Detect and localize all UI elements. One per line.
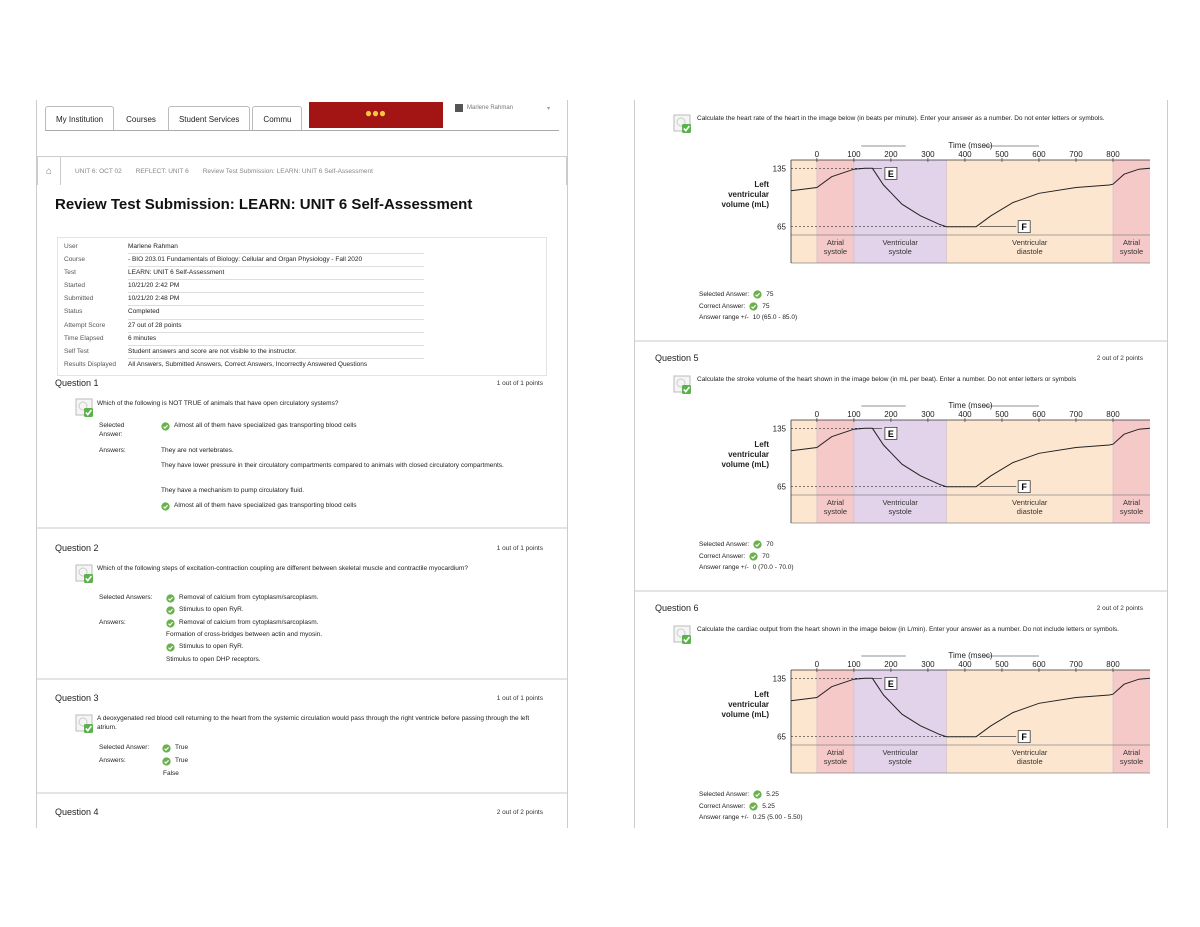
question-divider (37, 527, 567, 529)
selected-answer-label: Selected Answer: (699, 791, 750, 798)
phase-label: systole (888, 247, 912, 256)
y-axis-label: volume (mL) (721, 709, 769, 719)
selected-answer-label: Selected Answer: (699, 541, 750, 548)
question-status-icon (75, 564, 95, 584)
marker-f-label: F (1021, 482, 1027, 493)
selected-value: 70 (766, 541, 774, 548)
breadcrumb (37, 156, 567, 185)
x-tick-label: 500 (995, 410, 1009, 419)
phase-label: Atrial (1122, 748, 1141, 757)
selected-answer (161, 422, 356, 431)
info-key: Self Test (64, 347, 89, 355)
breadcrumb-unit[interactable]: UNIT 6: OCT 02 (75, 167, 122, 175)
info-value: 27 out of 28 points (128, 320, 424, 333)
correct-value: 70 (762, 552, 770, 560)
answer-text: Almost all of them have specialized gas transporting blood cells (174, 422, 357, 429)
breadcrumb-current: Review Test Submission: LEARN: UNIT 6 Self-Assessment (202, 167, 373, 175)
selected-answer (166, 594, 318, 603)
breadcrumb-reflect[interactable]: REFLECT: UNIT 6 (135, 167, 189, 175)
page-title: Review Test Submission: LEARN: UNIT 6 Self-Assessment (55, 196, 473, 213)
info-key: Status (64, 308, 83, 316)
check-icon (166, 643, 175, 652)
info-value: 10/21/20 2:42 PM (128, 280, 424, 293)
phase-label: Ventricular (1011, 498, 1048, 507)
user-name: Marlene Rahman (467, 105, 514, 111)
phase-label: Atrial (826, 748, 844, 757)
question-points: 2 out of 2 points (1096, 355, 1143, 362)
chevron-down-icon[interactable]: ▾ (547, 105, 551, 112)
answer-range-value: 0 (70.0 - 70.0) (752, 564, 794, 571)
question-title: Question 3 (55, 693, 99, 703)
phase-label: systole (1119, 507, 1144, 516)
question-6-header (655, 603, 1143, 613)
answer-text: Formation of cross-bridges between actin and myosin. (166, 631, 323, 638)
question-divider (37, 792, 567, 794)
x-tick-label: 200 (884, 410, 898, 419)
answer-option (161, 462, 531, 471)
answer-summary (699, 289, 797, 324)
phase-band (791, 160, 817, 263)
left-page-screenshot (36, 100, 568, 828)
answer-option (166, 643, 244, 652)
marker-e-label: E (887, 678, 894, 689)
info-key: Submitted (64, 295, 94, 303)
phase-label: systole (823, 507, 848, 516)
x-tick-label: 600 (1032, 660, 1046, 669)
answer-summary (699, 789, 803, 824)
y-axis-label: Left (754, 179, 769, 189)
answer-text: Almost all of them have specialized gas transporting blood cells (174, 502, 357, 509)
question-text: Calculate the heart rate of the heart in the image below (in beats per minute). Enter your answer as a number. Do not enter letters or symbols. (697, 115, 1105, 122)
answer-option (161, 487, 304, 496)
phase-label: Ventricular (882, 498, 918, 507)
x-tick-label: 0 (814, 660, 820, 669)
question-status-icon (673, 114, 693, 134)
ventricular-volume-chart-q4 (695, 140, 1155, 280)
avatar (455, 104, 463, 112)
info-value: LEARN: UNIT 6 Self-Assessment (128, 267, 424, 280)
y-axis-label: volume (mL) (721, 459, 769, 469)
phase-label: Ventricular (1011, 748, 1048, 757)
x-axis-label: Time (msec) (948, 651, 993, 660)
phase-band (791, 670, 817, 773)
x-tick-label: 0 (814, 410, 820, 419)
check-icon (161, 422, 170, 431)
brand-glyph: ⦁⦁⦁ (365, 106, 387, 120)
phase-label: Atrial (1122, 238, 1141, 247)
x-tick-label: 400 (958, 410, 972, 419)
question-points: 1 out of 1 points (496, 545, 543, 552)
x-tick-label: 200 (884, 150, 898, 159)
submission-info-table (57, 237, 547, 376)
x-tick-label: 700 (1069, 660, 1083, 669)
correct-value: 5.25 (762, 802, 775, 810)
ventricular-volume-chart-q5 (695, 400, 1155, 540)
ventricular-volume-chart-q6 (695, 650, 1155, 790)
question-text: Which of the following steps of excitation-contraction coupling are different between skeletal muscle and contractile myocardium? (97, 565, 468, 572)
check-icon (753, 790, 762, 799)
info-key: Test (64, 269, 76, 277)
question-status-icon (75, 714, 95, 734)
answers-label: Answers: (99, 447, 126, 454)
answer-range-value: 0.25 (5.00 - 5.50) (752, 814, 803, 821)
right-page-screenshot (634, 100, 1168, 828)
phase-label: Atrial (1122, 498, 1141, 507)
answer-text: Removal of calcium from cytoplasm/sarcoplasm. (179, 619, 319, 626)
question-status-icon (673, 375, 693, 395)
x-axis-label: Time (msec) (948, 401, 993, 410)
answers-label: Answers: (99, 757, 126, 764)
check-icon (753, 540, 762, 549)
y-tick-label: 65 (777, 222, 786, 232)
x-tick-label: 200 (884, 660, 898, 669)
y-axis-label: ventricular (728, 699, 769, 709)
answer-text: False (163, 770, 179, 777)
phase-label: diastole (1016, 757, 1043, 766)
check-icon (749, 302, 758, 311)
x-tick-label: 300 (921, 150, 935, 159)
home-icon[interactable]: ⌂ (38, 157, 61, 185)
check-icon (166, 594, 175, 603)
tab-community[interactable]: Commu (252, 106, 302, 130)
question-status-icon (673, 625, 693, 645)
answer-text: They have lower pressure in their circulatory compartments compared to animals with closed circulatory compartments. (161, 462, 504, 469)
question-5-header (655, 353, 1143, 363)
x-tick-label: 100 (847, 150, 861, 159)
brand-logo[interactable] (309, 102, 443, 128)
y-tick-label: 65 (777, 482, 786, 492)
info-value: Marlene Rahman (128, 241, 424, 254)
x-tick-label: 0 (814, 150, 820, 159)
tabs-divider (45, 130, 559, 131)
check-icon (749, 802, 758, 811)
phase-label: systole (1119, 757, 1144, 766)
question-title: Question 5 (655, 353, 699, 363)
info-value: - BIO 203.01 Fundamentals of Biology: Cellular and Organ Physiology - Fall 2020 (128, 254, 424, 267)
answer-text: True (175, 744, 189, 751)
answer-range-label: Answer range +/- (699, 564, 749, 571)
check-icon (166, 619, 175, 628)
info-key: Started (64, 282, 85, 290)
x-tick-label: 800 (1106, 660, 1120, 669)
question-title: Question 2 (55, 543, 99, 553)
correct-answer-label: Correct Answer: (699, 552, 746, 560)
info-value: 6 minutes (128, 333, 424, 346)
phase-label: systole (823, 247, 848, 256)
question-points: 1 out of 1 points (496, 380, 543, 387)
answer-text: They are not vertebrates. (161, 447, 234, 454)
selected-answer (166, 606, 244, 615)
x-tick-label: 500 (995, 150, 1009, 159)
y-tick-label: 65 (777, 732, 786, 742)
marker-e-label: E (887, 428, 894, 439)
answer-range-label: Answer range +/- (699, 314, 749, 321)
marker-e-label: E (887, 168, 894, 179)
answers-label: Answers: (99, 619, 126, 626)
question-text: Calculate the cardiac output from the heart shown in the image below (in L/min). Enter your answer as a number. Do not include letters or symbols. (697, 626, 1119, 633)
info-value: All Answers, Submitted Answers, Correct Answers, Incorrectly Answered Questions (128, 360, 368, 368)
answer-text: Stimulus to open RyR. (179, 606, 244, 613)
phase-label: Ventricular (1011, 238, 1048, 247)
tab-courses[interactable]: Courses (116, 107, 166, 130)
marker-f-label: F (1021, 222, 1027, 233)
question-points: 1 out of 1 points (496, 695, 543, 702)
question-status-icon (75, 398, 95, 418)
question-4-header (55, 807, 543, 817)
selected-answer-label: Selected Answer: (99, 422, 125, 438)
phase-label: diastole (1016, 507, 1043, 516)
check-icon (162, 757, 171, 766)
phase-label: systole (888, 757, 912, 766)
question-title: Question 4 (55, 807, 99, 817)
x-tick-label: 300 (921, 410, 935, 419)
phase-label: Ventricular (882, 748, 918, 757)
phase-band (791, 420, 817, 523)
answer-option (161, 447, 234, 456)
info-key: Time Elapsed (64, 334, 104, 342)
y-tick-label: 135 (772, 424, 786, 434)
question-text: Calculate the stroke volume of the heart shown in the image below (in mL per beat). Enter a number. Do not enter letters or symbols (697, 376, 1077, 383)
phase-label: Atrial (826, 238, 844, 247)
check-icon (161, 502, 170, 511)
answer-range-label: Answer range +/- (699, 814, 749, 821)
question-divider (635, 590, 1167, 592)
x-tick-label: 700 (1069, 410, 1083, 419)
question-1-header (55, 378, 543, 388)
check-icon (162, 744, 171, 753)
x-tick-label: 600 (1032, 410, 1046, 419)
info-key: User (64, 243, 78, 250)
question-points: 2 out of 2 points (496, 809, 543, 816)
x-tick-label: 800 (1106, 150, 1120, 159)
y-axis-label: ventricular (728, 449, 769, 459)
info-key: Course (64, 256, 85, 264)
answer-option (166, 631, 322, 640)
question-points: 2 out of 2 points (1096, 605, 1143, 612)
user-menu[interactable] (455, 104, 550, 112)
answer-summary (699, 539, 794, 574)
check-icon (166, 606, 175, 615)
check-icon (749, 552, 758, 561)
x-tick-label: 100 (847, 410, 861, 419)
question-text: Which of the following is NOT TRUE of animals that have open circulatory systems? (97, 400, 339, 407)
answer-text: Stimulus to open RyR. (179, 643, 244, 650)
phase-label: Ventricular (882, 238, 918, 247)
x-tick-label: 800 (1106, 410, 1120, 419)
answer-option (163, 770, 179, 779)
selected-answers-label: Selected Answers: (99, 594, 153, 601)
answer-option (166, 656, 261, 665)
y-tick-label: 135 (772, 674, 786, 684)
info-value: Completed (128, 306, 424, 319)
answer-option (162, 757, 188, 766)
phase-label: Atrial (826, 498, 844, 507)
correct-answer-label: Correct Answer: (699, 302, 746, 310)
selected-answer-label: Selected Answer: (99, 744, 150, 751)
info-key: Attempt Score (64, 321, 106, 329)
selected-answer-label: Selected Answer: (699, 291, 750, 298)
tab-my-institution[interactable]: My Institution (45, 106, 114, 130)
question-divider (635, 340, 1167, 342)
answer-text: They have a mechanism to pump circulatory fluid. (161, 487, 305, 494)
answer-text: True (175, 757, 189, 764)
x-tick-label: 700 (1069, 150, 1083, 159)
correct-answer-label: Correct Answer: (699, 802, 746, 810)
selected-answer (162, 744, 188, 753)
correct-value: 75 (762, 302, 770, 310)
answer-text: Stimulus to open DHP receptors. (166, 656, 261, 663)
question-title: Question 6 (655, 603, 699, 613)
tab-student-services[interactable]: Student Services (168, 106, 250, 130)
check-icon (753, 290, 762, 299)
y-axis-label: volume (mL) (721, 199, 769, 209)
selected-value: 75 (766, 291, 774, 298)
phase-label: systole (888, 507, 912, 516)
marker-f-label: F (1021, 732, 1027, 743)
x-tick-label: 500 (995, 660, 1009, 669)
x-axis-label: Time (msec) (948, 141, 993, 150)
x-tick-label: 400 (958, 660, 972, 669)
y-axis-label: Left (754, 689, 769, 699)
info-key: Results Displayed (64, 360, 117, 368)
answer-range-value: 10 (65.0 - 85.0) (752, 314, 798, 321)
answer-option (161, 502, 356, 511)
x-tick-label: 300 (921, 660, 935, 669)
x-tick-label: 100 (847, 660, 861, 669)
question-text: A deoxygenated red blood cell returning to the heart from the systemic circulation would pass through the right ventricle before passing through the left atrium. (97, 715, 530, 731)
question-title: Question 1 (55, 378, 99, 388)
question-divider (37, 678, 567, 680)
phase-label: systole (823, 757, 848, 766)
info-value: 10/21/20 2:48 PM (128, 293, 424, 306)
phase-label: systole (1119, 247, 1144, 256)
answer-option (166, 619, 318, 628)
question-3-header (55, 693, 543, 703)
x-tick-label: 400 (958, 150, 972, 159)
question-2-header (55, 543, 543, 553)
phase-label: diastole (1016, 247, 1043, 256)
selected-value: 5.25 (766, 791, 779, 798)
info-value: Student answers and score are not visible to the instructor. (128, 346, 424, 359)
y-axis-label: Left (754, 439, 769, 449)
answer-text: Removal of calcium from cytoplasm/sarcoplasm. (179, 594, 319, 601)
x-tick-label: 600 (1032, 150, 1046, 159)
y-axis-label: ventricular (728, 189, 769, 199)
y-tick-label: 135 (772, 164, 786, 174)
institution-tabs (45, 102, 304, 130)
